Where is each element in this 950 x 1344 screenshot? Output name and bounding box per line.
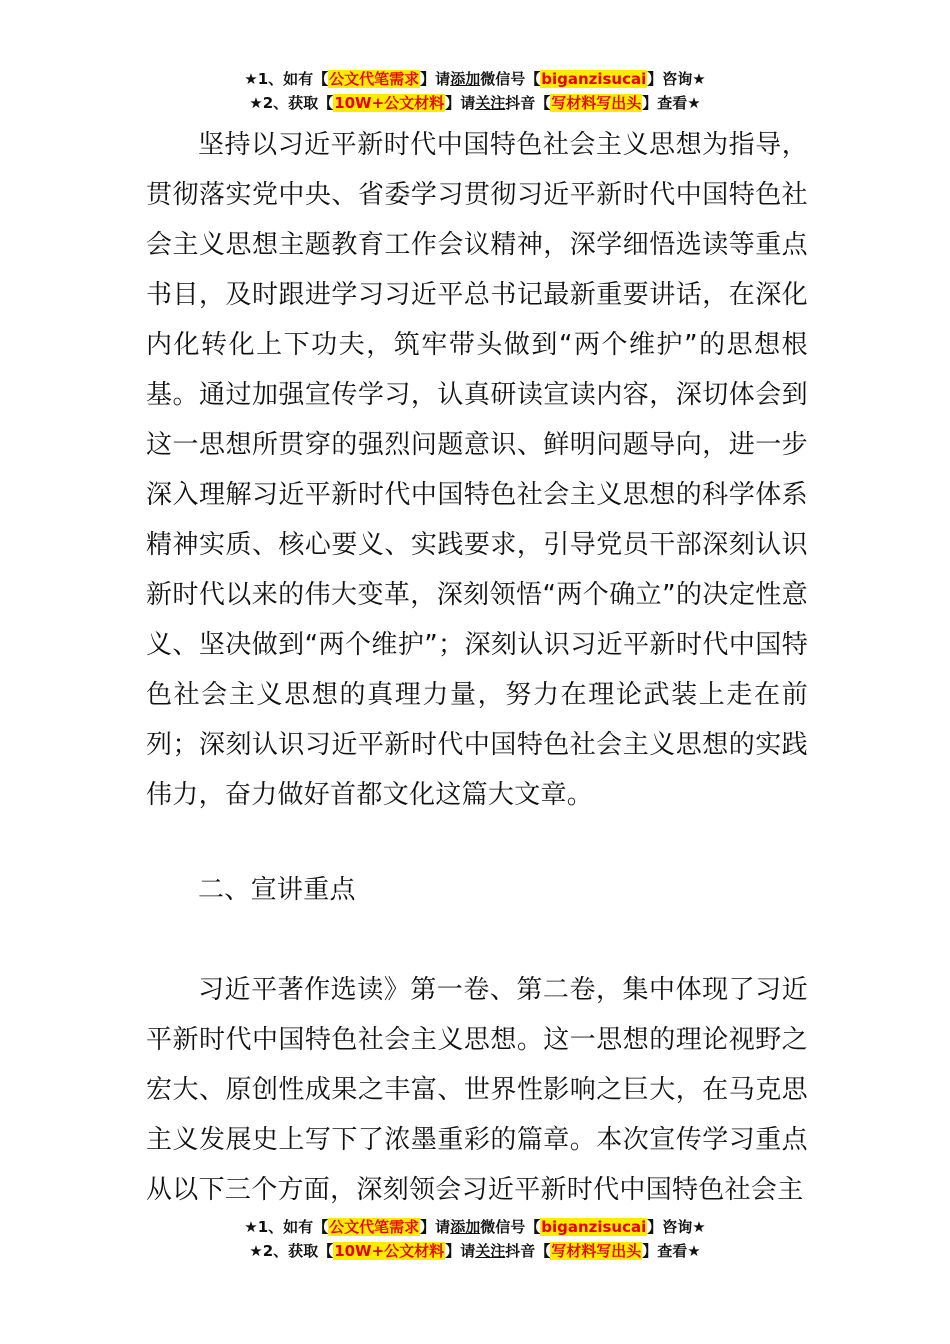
promo-footer-line-1-mid2: 微信号【 [480, 1218, 541, 1236]
promo-footer-highlight-materials: 10W+公文材料 [334, 1242, 445, 1260]
document-body-part-2 [146, 965, 808, 1215]
promo-footer-line-2-mid1: 】请 [445, 1242, 476, 1260]
promo-line-1-suffix: 】咨询★ [647, 70, 706, 88]
promo-line-1-underlined: 添加 [450, 70, 481, 88]
promo-line-1-mid1: 】请 [420, 70, 451, 88]
promo-line-1-mid2: 微信号【 [480, 70, 541, 88]
promo-footer-line-2-prefix: ★2、获取【 [249, 1242, 334, 1260]
promo-footer-line-1-underlined: 添加 [450, 1218, 481, 1236]
promo-line-1-prefix: ★1、如有【 [244, 70, 329, 88]
promo-highlight-douyin-account: 写材料写出头 [551, 94, 642, 112]
promo-line-2 [0, 92, 950, 116]
promo-footer-highlight-writing-service: 公文代笔需求 [329, 1218, 420, 1236]
promo-footer [0, 1216, 950, 1264]
promo-line-2-suffix: 】查看★ [642, 94, 701, 112]
promo-footer-line-1-mid1: 】请 [420, 1218, 451, 1236]
promo-highlight-wechat-id: biganzisucai [541, 70, 647, 88]
body-paragraph-1: 坚持以习近平新时代中国特色社会主义思想为指导，贯彻落实党中央、省委学习贯彻习近平新时代中国特色社会主义思想主题教育工作会议精神，深学细悟选读等重点书目，及时跟进学习习近平总书记最新重要讲话，在深化内化转化上下功夫，筑牢带头做到“两个维护”的思想根基。通过加强宣传学习，认真研读宣读内容，深切体会到这一思想所贯穿的强烈问题意识、鲜明问题导向，进一步深入理解习近平新时代中国特色社会主义思想的科学体系精神实质、核心要义、实践要求，引导党员干部深刻认识新时代以来的伟大变革，深刻领悟“两个确立”的决定性意义、坚决做到“两个维护”；深刻认识习近平新时代中国特色社会主义思想的真理力量，努力在理论武装上走在前列；深刻认识习近平新时代中国特色社会主义思想的实践伟力，奋力做好首都文化这篇大文章。 [146, 130, 808, 810]
promo-footer-line-2-suffix: 】查看★ [642, 1242, 701, 1260]
promo-footer-line-2-mid2: 抖音【 [505, 1242, 551, 1260]
promo-footer-highlight-douyin-account: 写材料写出头 [551, 1242, 642, 1260]
promo-highlight-materials: 10W+公文材料 [334, 94, 445, 112]
document-body-part-1 [146, 120, 808, 820]
body-paragraph-2: 习近平著作选读》第一卷、第二卷，集中体现了习近平新时代中国特色社会主义思想。这一思想的理论视野之宏大、原创性成果之丰富、世界性影响之巨大，在马克思主义发展史上写下了浓墨重彩的篇章。本次宣传学习重点从以下三个方面，深刻领会习近平新时代中国特色社会主 [146, 975, 808, 1205]
promo-line-2-mid2: 抖音【 [505, 94, 551, 112]
promo-line-1 [0, 68, 950, 92]
promo-footer-line-2-underlined: 关注 [475, 1242, 506, 1260]
section-heading: 二、宣讲重点 [198, 875, 356, 905]
promo-line-2-underlined: 关注 [475, 94, 506, 112]
promo-footer-highlight-wechat-id: biganzisucai [541, 1218, 647, 1236]
promo-line-2-mid1: 】请 [445, 94, 476, 112]
promo-footer-line-2 [0, 1240, 950, 1264]
promo-header [0, 68, 950, 116]
promo-line-2-prefix: ★2、获取【 [249, 94, 334, 112]
promo-footer-line-1-suffix: 】咨询★ [647, 1218, 706, 1236]
promo-footer-line-1-prefix: ★1、如有【 [244, 1218, 329, 1236]
promo-footer-line-1 [0, 1216, 950, 1240]
promo-highlight-writing-service: 公文代笔需求 [329, 70, 420, 88]
